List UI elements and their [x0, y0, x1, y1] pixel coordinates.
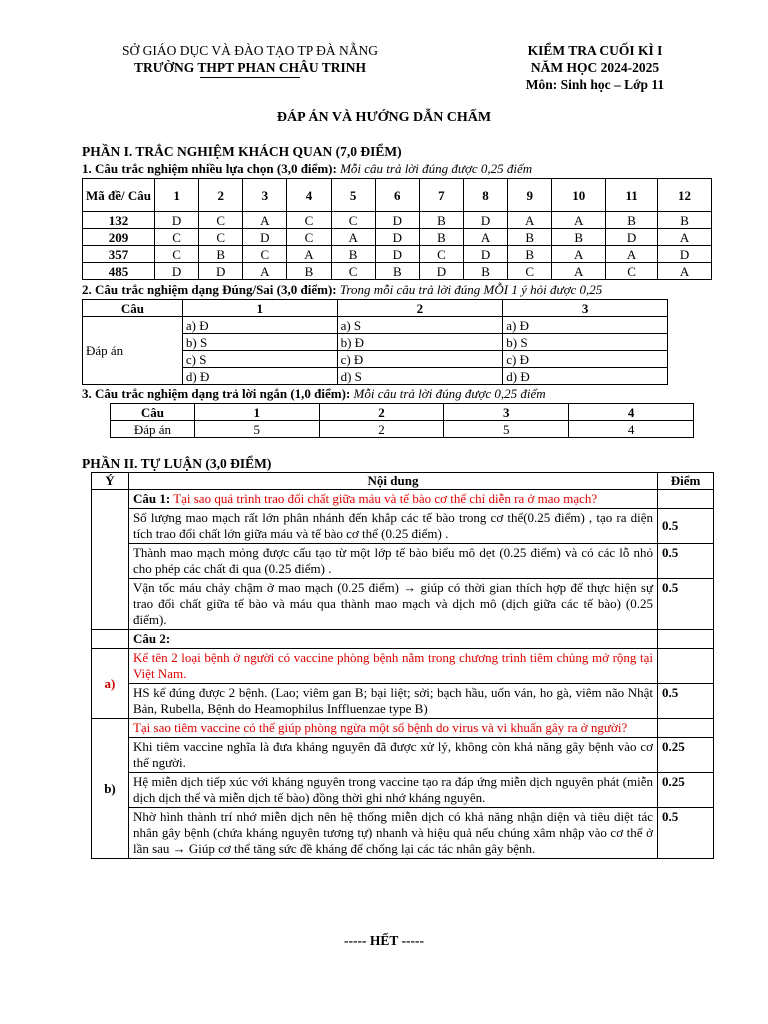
mc-exam-code: 485 — [83, 263, 155, 280]
header-left — [80, 42, 420, 76]
q1-text: Tại sao quá trình trao đổi chất giữa máu và tế bào cơ thể chỉ diễn ra ở mao mạch? — [170, 491, 598, 506]
mc-answer-cell: D — [463, 212, 507, 229]
mc-answer-cell: D — [419, 263, 463, 280]
tf-answer-cell: d) S — [337, 368, 503, 385]
tf-answer-cell: d) Đ — [182, 368, 337, 385]
tf-answer-cell: c) Đ — [337, 351, 503, 368]
mc-answer-cell: C — [155, 246, 199, 263]
table-row — [83, 229, 712, 246]
section2-label: 2. Câu trắc nghiệm dạng Đúng/Sai (3,0 điểm): — [82, 282, 337, 297]
mc-answer-cell: C — [199, 229, 243, 246]
tf-answer-cell: a) Đ — [182, 317, 337, 334]
tf-col-header: 3 — [503, 300, 668, 317]
table-row — [111, 421, 694, 438]
essay-header-row — [92, 473, 714, 490]
mc-col-header: 12 — [658, 179, 712, 212]
q1-item-1-points: 0.5 — [658, 509, 714, 544]
section1-heading — [82, 161, 532, 177]
part2-heading: PHẦN II. TỰ LUẬN (3,0 ĐIỂM) — [82, 456, 272, 471]
mc-answer-cell: A — [508, 212, 552, 229]
table-row — [92, 579, 714, 630]
section3-label: 3. Câu trắc nghiệm dạng trả lời ngắn (1,0 điểm): — [82, 386, 351, 401]
mc-answer-table — [82, 178, 712, 280]
mc-answer-cell: B — [463, 263, 507, 280]
mc-col-header: 2 — [199, 179, 243, 212]
mc-col-header: 7 — [419, 179, 463, 212]
tf-answer-cell: c) Đ — [503, 351, 668, 368]
q2-points-cell — [658, 630, 714, 649]
department-name: SỞ GIÁO DỤC VÀ ĐÀO TẠO TP ĐÀ NẴNG — [121, 43, 378, 58]
mc-answer-cell: B — [508, 229, 552, 246]
q1-question — [128, 490, 657, 509]
mc-answer-cell: B — [375, 263, 419, 280]
mc-col-header: 6 — [375, 179, 419, 212]
mc-answer-cell: B — [331, 246, 375, 263]
sa-answer-cell: 5 — [194, 421, 319, 438]
mc-col-header: 10 — [552, 179, 606, 212]
mc-answer-cell: B — [287, 263, 331, 280]
mc-answer-cell: C — [243, 246, 287, 263]
mc-answer-cell: B — [419, 229, 463, 246]
mc-col-header: 9 — [508, 179, 552, 212]
q2b-question-points — [658, 719, 714, 738]
short-answer-table — [110, 403, 694, 438]
mc-answer-cell: C — [199, 212, 243, 229]
tf-answer-cell: a) S — [337, 317, 503, 334]
mc-answer-cell: A — [243, 212, 287, 229]
table-row — [92, 808, 714, 859]
mc-answer-cell: B — [199, 246, 243, 263]
mc-answer-cell: A — [606, 246, 658, 263]
col-points-header: Điểm — [658, 473, 714, 490]
mc-col-header: 8 — [463, 179, 507, 212]
tf-col-header: 2 — [337, 300, 503, 317]
sa-header-first: Câu — [111, 404, 195, 421]
mc-answer-cell: A — [243, 263, 287, 280]
section2-note: Trong mỗi câu trả lời đúng MỖI 1 ý hỏi được 0,25 — [336, 282, 603, 297]
mc-answer-cell: D — [199, 263, 243, 280]
q2b-item-1-points: 0.25 — [658, 738, 714, 773]
mc-answer-cell: C — [155, 229, 199, 246]
table-row — [83, 263, 712, 280]
table-row — [92, 773, 714, 808]
mc-answer-cell: C — [419, 246, 463, 263]
q2b-item-2-points: 0.25 — [658, 773, 714, 808]
tf-header-first: Câu — [83, 300, 183, 317]
section1-note: Mỗi câu trả lời đúng được 0,25 điểm — [336, 161, 533, 176]
tf-answer-cell: a) Đ — [503, 317, 668, 334]
q2b-item-2: Hệ miễn dịch tiếp xúc với kháng nguyên trong vaccine tạo ra đáp ứng miễn dịch nguyên phát (miễn dịch dịch thể và miễn dịch tế bào) đồng thời ghi nhớ kháng nguyên. — [128, 773, 657, 808]
table-row — [92, 684, 714, 719]
mc-header-first: Mã đề/ Câu — [83, 179, 155, 212]
table-row — [92, 738, 714, 773]
col-y-header: Ý — [92, 473, 129, 490]
section3-heading — [82, 386, 546, 402]
mc-col-header: 3 — [243, 179, 287, 212]
q1-item-2-points: 0.5 — [658, 544, 714, 579]
q2b-question-row — [92, 719, 714, 738]
q1-item-3-points: 0.5 — [658, 579, 714, 630]
part1-heading: PHẦN I. TRẮC NGHIỆM KHÁCH QUAN (7,0 ĐIỂM) — [82, 144, 402, 159]
q2b-question: Tại sao tiêm vaccine có thể giúp phòng ngừa một số bệnh do virus và vi khuẩn gây ra ở người? — [128, 719, 657, 738]
q1-y-cell — [92, 490, 129, 630]
mc-answer-cell: B — [606, 212, 658, 229]
q1-item-1: Số lượng mao mạch rất lớn phân nhánh đến khắp các tế bào trong cơ thể(0.25 điểm) , tạo ra diện tích trao đổi chất lớn giữa máu và tế bào cơ thể (0.25 điểm) . — [128, 509, 657, 544]
tf-answer-cell: b) Đ — [337, 334, 503, 351]
q2a-question-points — [658, 649, 714, 684]
q2b-item-3: Nhờ hình thành trí nhớ miễn dịch nên hệ thống miễn dịch có khả năng nhận diện và tiêu diệt tác nhân gây bệnh (chứa kháng nguyên tương tự) nhanh và hiệu quả nếu chúng xâm nhập vào cơ thể ở lần sau → Giúp cơ thể tăng sức đề kháng để chống lại các tác nhân gây bệnh. — [128, 808, 657, 859]
mc-answer-cell: D — [375, 229, 419, 246]
tf-answer-cell: b) S — [503, 334, 668, 351]
sa-col-header: 2 — [319, 404, 444, 421]
mc-col-header: 5 — [331, 179, 375, 212]
mc-answer-cell: A — [658, 263, 712, 280]
tf-col-header: 1 — [182, 300, 337, 317]
q2-label-row — [92, 630, 714, 649]
q1-question-row — [92, 490, 714, 509]
school-underline — [200, 77, 300, 78]
q2b-item-1: Khi tiêm vaccine nghĩa là đưa kháng nguyên đã được xử lý, không còn khả năng gây bệnh vào cơ thể người. — [128, 738, 657, 773]
q2b-item-3-points: 0.5 — [658, 808, 714, 859]
mc-answer-cell: B — [658, 212, 712, 229]
mc-answer-cell: B — [419, 212, 463, 229]
q2a-answer-points: 0.5 — [658, 684, 714, 719]
table-row — [83, 317, 668, 334]
sa-answer-cell: 5 — [444, 421, 569, 438]
mc-answer-cell: C — [287, 212, 331, 229]
essay-table — [91, 472, 714, 859]
q2-label: Câu 2: — [128, 630, 657, 649]
mc-col-header: 1 — [155, 179, 199, 212]
section1-label: 1. Câu trắc nghiệm nhiều lựa chọn (3,0 điểm): — [82, 161, 337, 176]
sa-answer-cell: 2 — [319, 421, 444, 438]
mc-answer-cell: D — [155, 212, 199, 229]
mc-answer-cell: D — [463, 246, 507, 263]
header-right — [480, 42, 710, 93]
q1-item-3: Vận tốc máu chảy chậm ở mao mạch (0.25 điểm) → giúp có thời gian thích hợp để thực hiện sự trao đổi chất giữa tế bào và máu qua thành mao mạch và dịch mô (dịch giữa các tế bào) (0.25 điểm). — [128, 579, 657, 630]
q1-item-2: Thành mao mạch mỏng được cấu tạo từ một lớp tế bào biểu mô dẹt (0.25 điểm) và có các lỗ nhỏ cho phép các chất đi qua (0.25 điểm) . — [128, 544, 657, 579]
mc-answer-cell: A — [552, 246, 606, 263]
mc-answer-cell: D — [155, 263, 199, 280]
table-row — [83, 246, 712, 263]
mc-answer-cell: C — [606, 263, 658, 280]
mc-answer-cell: A — [463, 229, 507, 246]
mc-header-row — [83, 179, 712, 212]
sa-header-row — [111, 404, 694, 421]
mc-answer-cell: C — [331, 263, 375, 280]
mc-answer-cell: B — [508, 246, 552, 263]
sa-col-header: 1 — [194, 404, 319, 421]
q2a-question-row — [92, 649, 714, 684]
mc-col-header: 4 — [287, 179, 331, 212]
mc-exam-code: 132 — [83, 212, 155, 229]
col-content-header: Nội dung — [128, 473, 657, 490]
section3-note: Mỗi câu trả lời đúng được 0,25 điểm — [350, 386, 546, 401]
exam-name: KIỂM TRA CUỐI KÌ I — [527, 43, 663, 58]
tf-answer-cell: b) S — [182, 334, 337, 351]
school-year: NĂM HỌC 2024-2025 — [530, 60, 660, 75]
q2-y-cell — [92, 630, 129, 649]
mc-answer-cell: D — [375, 212, 419, 229]
school-name: TRƯỜNG THPT PHAN CHÂU TRINH — [133, 60, 367, 75]
section2-heading — [82, 282, 602, 298]
tf-header-row — [83, 300, 668, 317]
mc-answer-cell: C — [508, 263, 552, 280]
q2a-answer: HS kể đúng được 2 bệnh. (Lao; viêm gan B; bại liệt; sởi; bạch hầu, uốn ván, ho gà, viêm não Nhật Bản, Rubella, Bệnh do Heamophilus Inffluenzae type B) — [128, 684, 657, 719]
table-row — [92, 544, 714, 579]
table-row — [92, 509, 714, 544]
mc-exam-code: 357 — [83, 246, 155, 263]
q1-question-points — [658, 490, 714, 509]
mc-answer-cell: A — [552, 212, 606, 229]
q1-label: Câu 1: — [132, 491, 171, 506]
table-row — [83, 212, 712, 229]
q2b-label: b) — [92, 719, 129, 859]
mc-answer-cell: C — [331, 212, 375, 229]
tf-answer-cell: c) S — [182, 351, 337, 368]
mc-answer-cell: A — [287, 246, 331, 263]
tf-row-label: Đáp án — [83, 317, 183, 385]
tf-answer-cell: d) Đ — [503, 368, 668, 385]
mc-answer-cell: D — [243, 229, 287, 246]
sa-answer-cell: 4 — [569, 421, 694, 438]
mc-answer-cell: A — [552, 263, 606, 280]
mc-col-header: 11 — [606, 179, 658, 212]
mc-answer-cell: B — [552, 229, 606, 246]
sa-col-header: 4 — [569, 404, 694, 421]
subject-line: Môn: Sinh học – Lớp 11 — [525, 77, 665, 92]
end-marker: ----- HẾT ----- — [344, 933, 424, 948]
mc-answer-cell: D — [375, 246, 419, 263]
truefalse-answer-table — [82, 299, 668, 385]
sa-row-label: Đáp án — [111, 421, 195, 438]
page-title: ĐÁP ÁN VÀ HƯỚNG DẪN CHẤM — [276, 110, 492, 125]
q2a-label: a) — [92, 649, 129, 719]
mc-answer-cell: D — [658, 246, 712, 263]
mc-answer-cell: A — [658, 229, 712, 246]
mc-answer-cell: D — [606, 229, 658, 246]
mc-answer-cell: C — [287, 229, 331, 246]
q2a-question: Kể tên 2 loại bệnh ở người có vaccine phòng bệnh nằm trong chương trình tiêm chủng mở rộng tại Việt Nam. — [128, 649, 657, 684]
sa-col-header: 3 — [444, 404, 569, 421]
mc-answer-cell: A — [331, 229, 375, 246]
mc-exam-code: 209 — [83, 229, 155, 246]
